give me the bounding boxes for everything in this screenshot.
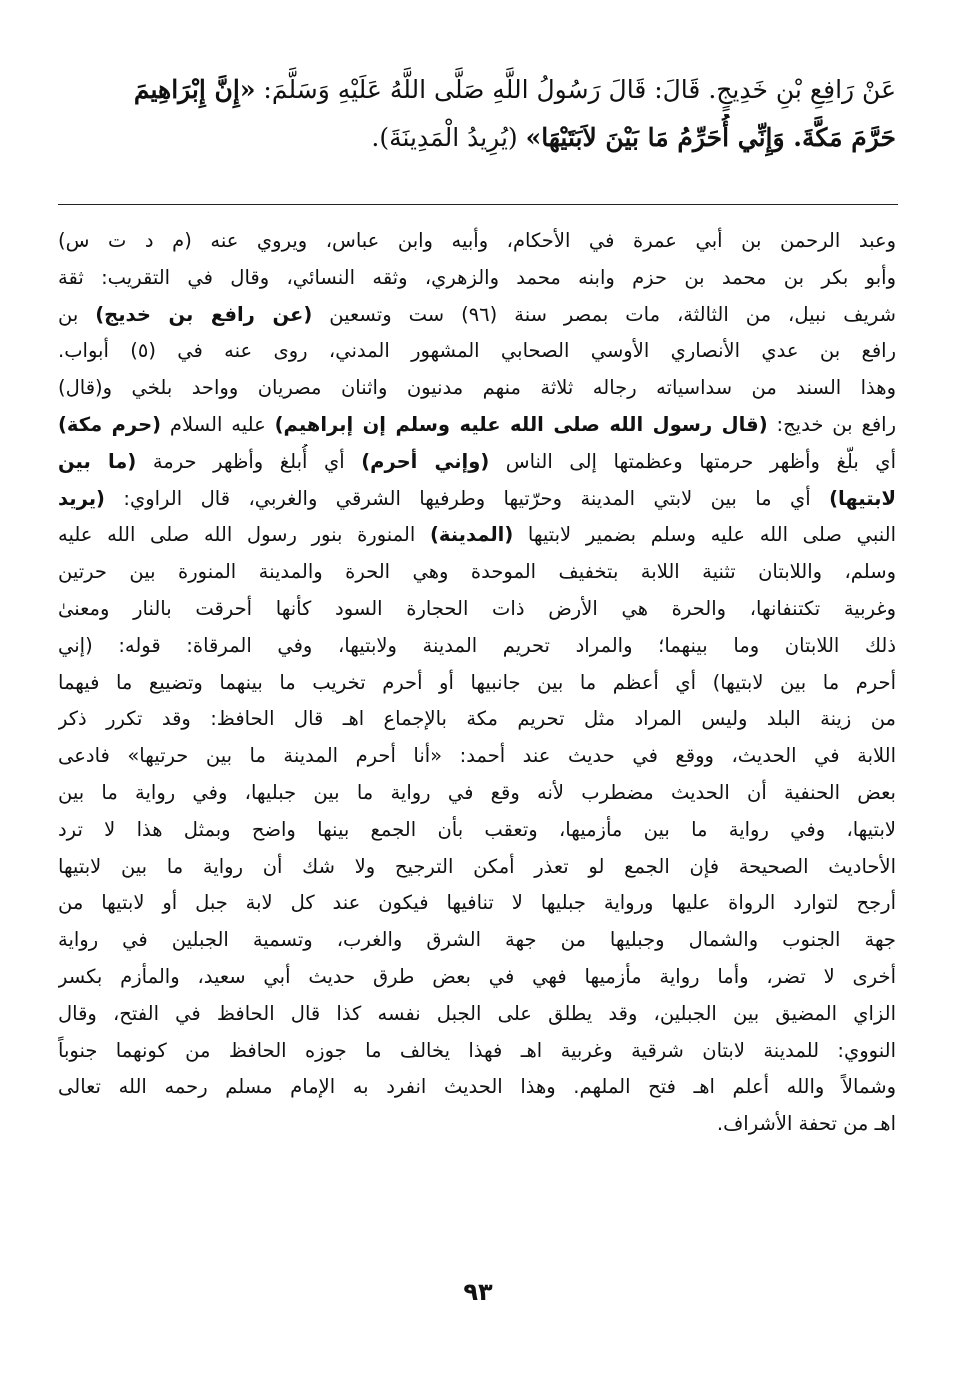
commentary-line [58,1106,896,1143]
bold-text-segment: لابتيها) [829,486,896,510]
bold-text-segment: (ما بين [58,449,137,473]
text-segment: جهة الجنوب والشمال وجبليها من جهة الشرق والغرب، وتسمية الجبلين في رواية [58,928,896,952]
commentary-line [58,628,896,665]
text-segment: (يُرِيدُ الْمَدِينَةَ). [371,123,526,152]
text-segment: بعض الحنفية أن الحديث مضطرب لأنه وقع في رواية ما بين جبليها، وفي رواية ما بين [58,780,896,804]
commentary-line [58,1033,896,1070]
commentary-line [58,665,896,702]
hadith-line [58,66,896,114]
commentary-line [58,959,896,996]
commentary-line [58,407,896,444]
text-segment: اللابة في الحديث، ووقع في حديث عند أحمد: «أنا أحرم المدينة ما بين حرتيها» فادعى [58,744,896,768]
page-number: ٩٣ [463,1278,493,1306]
text-segment: أحرم ما بين لابتيها) أي أعظم ما بين جانبيها أو أحرم تخريب ما بينهما وتضييع ما فيهما [58,670,896,694]
text-segment: أرجح لتوارد الرواة عليها ورواية جبليها لا تنافيها فيكون عند كل لابة جبل أو لابتيها من [58,891,896,915]
text-segment: رافع بن خديج: [767,412,896,436]
text-segment: أي أُبلغ وأظهر حرمة [136,449,362,473]
text-segment: أخرى لا تضر، وأما رواية مأزميها فهي في بعض طرق حديث أبي سعيد، والمأزم بكسر [58,964,896,988]
commentary-line [58,554,896,591]
commentary-line [58,333,896,370]
hadith-text [58,66,896,162]
commentary-line [58,1069,896,1106]
text-segment: لابتيها، وفي رواية ما بين مأزميها، وتعقب بأن الجمع بينها واضح وبمثل هذا لا ترد [58,817,896,841]
text-segment: وأبو بكر بن محمد بن حزم وابنه محمد والزهري، وثقه النسائي، وقال في التقريب: ثقة [58,265,896,289]
text-segment: وهذا السند من سداسياته رجاله ثلاثة منهم مدنيون واثنان مصريان وواحد بلخي و(قال) [58,376,896,400]
text-segment: أي بلّغ وأظهر حرمتها وعظمتها إلى الناس [489,449,896,473]
text-segment: من زينة البلد وليس المراد مثل تحريم مكة بالإجماع اهـ قال الحافظ: وقد تكرر ذكر [58,707,896,731]
commentary-text [58,223,896,1143]
bold-text-segment: «إِنَّ إِبْرَاهِيمَ [133,75,256,104]
text-segment: النووي: للمدينة لابتان شرقية وغربية اهـ فهذا يخالف ما جوزه الحافظ من كونهما جنوباً [58,1038,896,1062]
text-segment: اهـ من تحفة الأشراف. [716,1112,896,1136]
bold-text-segment: (وإني أحرم) [361,449,490,473]
text-segment: بن [58,302,96,326]
text-segment: ذلك اللابتان وما بينهما؛ والمراد تحريم المدينة ولابتيها، وفي المرقاة: قوله: (إني [58,633,896,657]
commentary-line [58,444,896,481]
bold-text-segment: (قال رسول الله صلى الله عليه وسلم إن إبراهيم) [274,412,768,436]
hadith-line [58,114,896,162]
bold-text-segment: حَرَّمَ مَكَّةَ. وَإِنِّي أُحَرِّمُ مَا بَيْنَ لاَبَتَيْهَا» [525,123,896,152]
text-segment: النبي صلى الله عليه وسلم بضمير لابتيها [513,523,896,547]
text-segment: وغربية تكتنفانها، والحرة هي الأرض ذات الحجارة السود كأنها أحرقت بالنار ومعنىٰ [58,596,896,620]
text-segment: شريف نبيل، من الثالثة، مات بمصر سنة (٩٦) ست وتسعين [312,302,896,326]
bold-text-segment: (المدينة) [429,523,514,547]
divider-line [58,204,898,205]
bold-text-segment: (حرم مكة) [58,412,162,436]
commentary-line [58,775,896,812]
commentary-line [58,922,896,959]
commentary-line [58,260,896,297]
text-segment: الأحاديث الصحيحة فإن الجمع لو تعذر أمكن الترجيح ولا شك أن رواية ما بين لابتيها [58,854,896,878]
commentary-line [58,517,896,554]
text-segment: وسلم، واللابتان تثنية اللابة بتخفيف الموحدة وهي الحرة والمدينة المنورة بين حرتين [58,560,896,584]
commentary-line [58,885,896,922]
commentary-line [58,812,896,849]
commentary-line [58,996,896,1033]
text-segment: وعبد الرحمن بن أبي عمرة في الأحكام، وأبيه وابن عباس، ويروي عنه (م د ت س) [58,229,896,252]
commentary-line [58,738,896,775]
text-segment: عليه السلام [161,412,275,436]
text-segment: أي ما بين لابتي المدينة وحرّتيها وطرفيها الشرقي والغربي، قال الراوي: [104,486,830,510]
commentary-line [58,297,896,334]
commentary-line [58,481,896,518]
bold-text-segment: (يريد [58,486,105,510]
bold-text-segment: (عن رافع بن خديج) [95,302,313,326]
commentary-line [58,223,896,260]
text-segment: رافع بن عدي الأنصاري الأوسي الصحابي المشهور المدني، روى عنه في (٥) أبواب. [58,339,896,363]
commentary-line [58,849,896,886]
text-segment: الزاي المضيق بين الجبلين، وقد يطلق على الجبل نفسه كذا قال الحافظ في الفتح، وقال [58,1001,896,1025]
text-segment: وشمالاً والله أعلم اهـ فتح الملهم. وهذا الحديث انفرد به الإمام مسلم رحمه الله تعالى [58,1075,896,1099]
text-segment: عَنْ رَافِعِ بْنِ خَدِيجٍ. قَالَ: قَالَ رَسُولُ اللَّهِ صَلَّى اللَّهُ عَلَيْهِ وَسَلَّمَ: [255,75,896,104]
commentary-line [58,370,896,407]
commentary-line [58,591,896,628]
text-segment: المنورة بنور رسول الله صلى الله عليه [58,523,430,547]
commentary-line [58,701,896,738]
